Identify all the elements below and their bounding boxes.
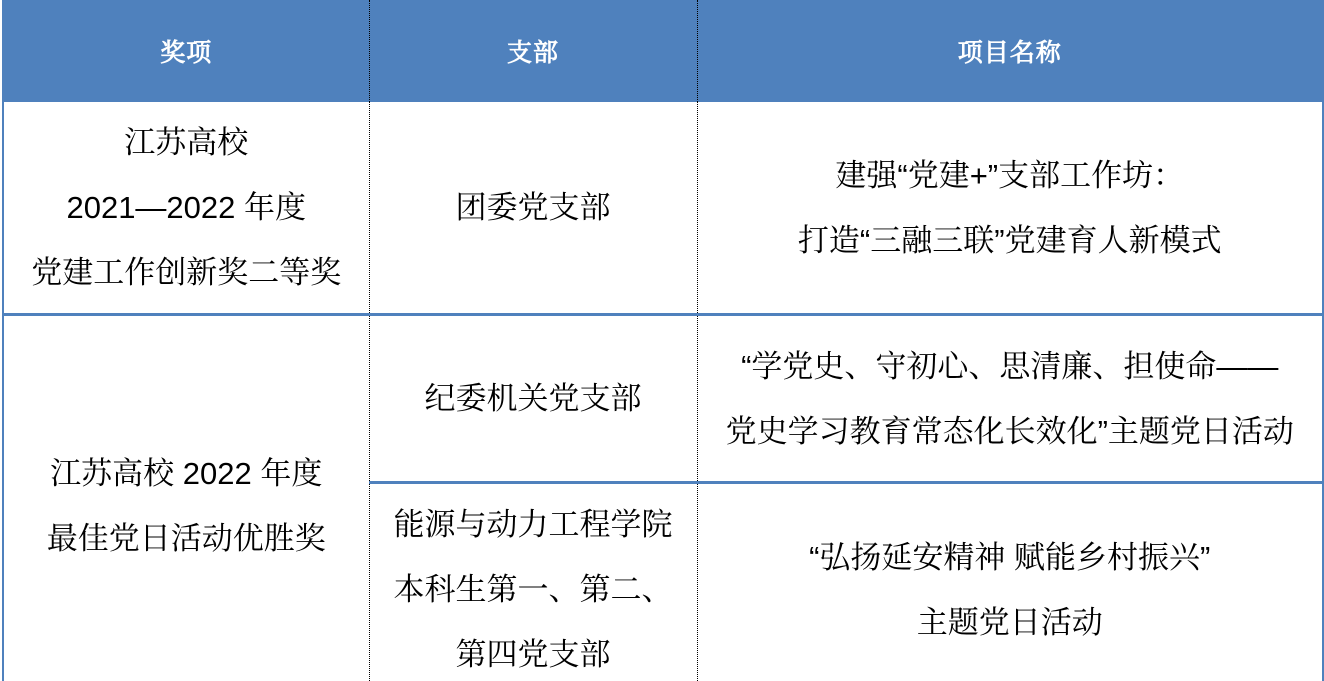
text-line: 党建工作创新奖二等奖: [31, 255, 342, 290]
project-cell: [697, 102, 1323, 315]
header-cell-award: 奖项: [3, 0, 369, 102]
branch-cell: [369, 102, 697, 315]
text-line: 纪委机关党支部: [424, 381, 642, 416]
text-line: 第四党支部: [455, 637, 611, 672]
project-cell: [697, 315, 1323, 483]
project-cell: [697, 483, 1323, 681]
award-cell: [3, 315, 369, 681]
header-cell-branch: 支部: [369, 0, 697, 102]
text-line: 能源与动力工程学院: [393, 507, 673, 542]
text-line: 打造“三融三联”党建育人新模式: [797, 222, 1222, 258]
text-line: 江苏高校 2022 年度: [50, 455, 323, 491]
table-row: [3, 102, 1323, 315]
text-line: 江苏高校: [124, 125, 249, 160]
text-line: 团委党支部: [455, 190, 611, 225]
branch-cell: [369, 483, 697, 681]
table-row: [3, 315, 1323, 483]
header-row: [3, 0, 1323, 102]
text-line: 主题党日活动: [916, 604, 1103, 640]
text-line: 建强“党建+”支部工作坊：: [835, 157, 1185, 193]
text-line: “学党史、守初心、思清廉、担使命——: [741, 348, 1279, 384]
text-line: 2021—2022 年度: [66, 190, 307, 225]
branch-cell: [369, 315, 697, 483]
awards-table: [2, 0, 1324, 681]
header-cell-project: 项目名称: [697, 0, 1323, 102]
text-line: “弘扬延安精神 赋能乡村振兴”: [809, 539, 1211, 575]
text-line: 最佳党日活动优胜奖: [46, 520, 326, 556]
text-line: 本科生第一、第二、: [393, 572, 673, 607]
award-cell: [3, 102, 369, 315]
text-line: 党史学习教育常态化长效化”主题党日活动: [725, 413, 1294, 449]
